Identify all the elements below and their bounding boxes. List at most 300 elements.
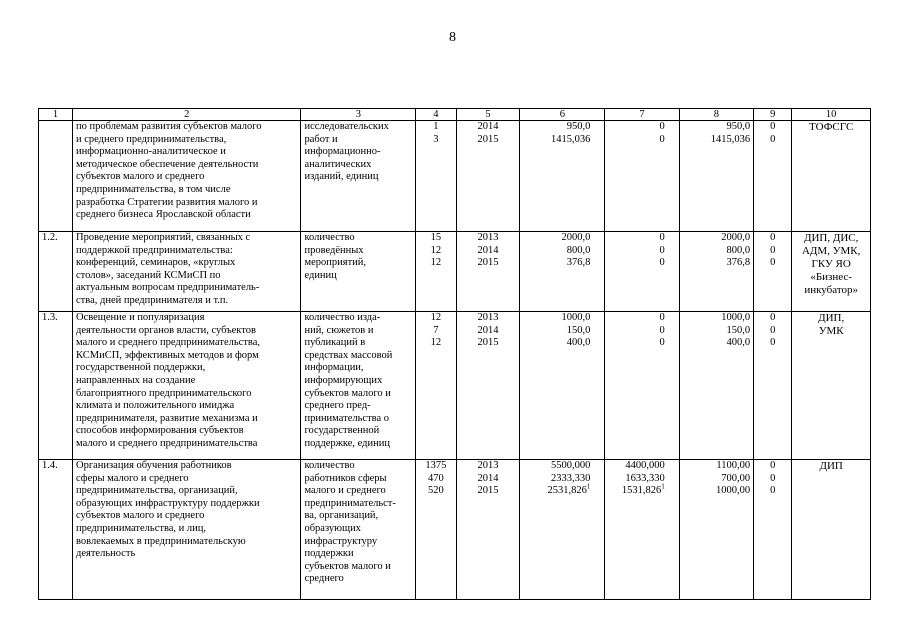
executor-line [795, 312, 867, 325]
measure-description-line [76, 460, 297, 473]
header-cell: 2 [73, 109, 301, 121]
cell-text: 150,0 [726, 324, 751, 336]
cell-text: 5500,000 [550, 460, 591, 471]
executor-line [795, 325, 867, 338]
cell-text: 4400,000 [625, 460, 665, 471]
cell-text: предпринимательства, в том числе [76, 183, 231, 195]
table-row [39, 460, 871, 600]
executor-line [795, 232, 867, 245]
cell-text: государственной поддержки, [76, 362, 206, 374]
cell-text: 800,0 [726, 244, 751, 256]
row-number-cell: 1.3. [39, 312, 73, 460]
cell-text: информационно- [304, 146, 381, 158]
cell-text: 15 [430, 232, 442, 243]
column-7-line [608, 245, 664, 258]
cell-text: УМК [818, 325, 844, 337]
header-cell: 7 [605, 109, 679, 121]
measure-description-line [76, 134, 297, 147]
cell-text: среднего бизнеса Ярославской области [76, 209, 251, 221]
year-line [460, 121, 517, 134]
indicator-cell [301, 312, 416, 460]
executor-cell [792, 312, 871, 460]
cell-text: 400,0 [726, 337, 751, 349]
cell-text: 950,0 [726, 121, 751, 132]
cell-text: 12 [430, 257, 442, 269]
cell-text: поддержке, единиц [304, 437, 390, 449]
footnote-marker: 1 [661, 482, 665, 491]
header-cell: 4 [416, 109, 456, 121]
header-cell: 3 [301, 109, 416, 121]
indicator-line [304, 523, 412, 536]
indicator-line [304, 159, 412, 172]
indicator-line [304, 400, 412, 413]
quantity-line [419, 312, 452, 325]
measure-description-line [76, 146, 297, 159]
measure-description-line [76, 197, 297, 210]
column-9-line [757, 245, 788, 258]
measure-description-line [76, 159, 297, 172]
cell-text: 1415,036 [710, 133, 751, 145]
executor-cell [792, 121, 871, 232]
cell-text: ва, организаций, [304, 510, 379, 522]
quantity-line [419, 337, 452, 350]
executor-cell [792, 232, 871, 312]
column-9-line [757, 485, 788, 498]
indicator-line [304, 337, 412, 350]
measure-description-line [76, 400, 297, 413]
column-8-line [683, 473, 750, 486]
indicator-line [304, 232, 412, 245]
cell-text: 1100,00 [716, 460, 751, 471]
total-funding-line [523, 473, 590, 486]
cell-text: количество [304, 460, 355, 471]
cell-text: ТОФСГС [809, 121, 854, 133]
indicator-line [304, 350, 412, 363]
total-funding-line [523, 482, 591, 498]
quantity-cell [416, 232, 456, 312]
column-8-line [683, 232, 750, 245]
table-row [39, 312, 871, 460]
executor-line [795, 245, 867, 258]
column-8-cell [679, 232, 753, 312]
quantity-line [419, 121, 452, 134]
indicator-line [304, 536, 412, 549]
year-line [460, 325, 517, 338]
measure-description-cell [73, 460, 301, 600]
year-line [460, 337, 517, 350]
cell-text: 1000,0 [561, 312, 591, 323]
total-funding-cell [520, 460, 605, 600]
cell-text: средствах массовой [304, 349, 393, 361]
measure-description-line [76, 121, 297, 134]
column-9-line [757, 257, 788, 270]
measure-description-line [76, 209, 297, 222]
cell-text: 0 [659, 133, 665, 145]
total-funding-line [523, 121, 590, 134]
column-9-line [757, 134, 788, 147]
cell-text: публикаций в [304, 337, 366, 349]
cell-text: разработка Стратегии развития малого и [76, 196, 258, 208]
quantity-line [419, 473, 452, 486]
column-8-line [683, 312, 750, 325]
cell-text: 2015 [477, 133, 499, 145]
cell-text: 0 [770, 472, 776, 484]
measure-description-line [76, 270, 297, 283]
cell-text: 2014 [477, 121, 499, 132]
measure-description-line [76, 510, 297, 523]
cell-text: 1000,0 [721, 312, 751, 323]
cell-text: 0 [659, 121, 665, 132]
cell-text: ДИП, [818, 312, 845, 324]
measure-description-cell [73, 232, 301, 312]
year-line [460, 134, 517, 147]
total-funding-cell [520, 312, 605, 460]
header-cell: 10 [792, 109, 871, 121]
cell-text: 376,8 [566, 257, 591, 269]
executor-line [795, 121, 867, 134]
year-line [460, 460, 517, 473]
indicator-cell [301, 121, 416, 232]
column-7-cell [605, 232, 679, 312]
table-row [39, 232, 871, 312]
cell-text: актуальным вопросам предприниматель- [76, 282, 260, 294]
cell-text: 12 [430, 244, 442, 256]
cell-text: 0 [770, 257, 776, 269]
total-funding-cell [520, 232, 605, 312]
cell-text: 2531,826 [547, 485, 587, 497]
quantity-line [419, 325, 452, 338]
quantity-line [419, 485, 452, 498]
cell-text: 0 [770, 232, 776, 243]
cell-text: 0 [770, 324, 776, 336]
indicator-line [304, 485, 412, 498]
column-8-cell [679, 460, 753, 600]
total-funding-line [523, 245, 590, 258]
measure-description-line [76, 325, 297, 338]
column-9-line [757, 337, 788, 350]
measure-description-line [76, 312, 297, 325]
header-cell: 6 [520, 109, 605, 121]
cell-text: 2014 [477, 244, 499, 256]
cell-text: 800,0 [566, 244, 591, 256]
indicator-line [304, 460, 412, 473]
cell-text: ний, сюжетов и [304, 324, 374, 336]
cell-text: 0 [770, 244, 776, 256]
cell-text: субъектов малого и среднего [76, 171, 205, 183]
measure-description-line [76, 536, 297, 549]
cell-text: 1 [433, 121, 439, 132]
column-7-line [608, 134, 664, 147]
cell-text: аналитических [304, 158, 372, 170]
year-line [460, 485, 517, 498]
cell-text: 2013 [477, 312, 499, 323]
measure-description-line [76, 257, 297, 270]
indicator-line [304, 362, 412, 375]
column-8-line [683, 325, 750, 338]
cell-text: Проведение мероприятий, связанных с [76, 232, 251, 243]
year-line [460, 473, 517, 486]
measure-description-line [76, 375, 297, 388]
cell-text: информации, [304, 362, 364, 374]
quantity-cell [416, 312, 456, 460]
column-8-cell [679, 312, 753, 460]
cell-text: 0 [659, 312, 665, 323]
table-header-row [39, 109, 871, 121]
indicator-line [304, 548, 412, 561]
cell-text: КСМиСП, эффективных методов и форм [76, 349, 259, 361]
cell-text: сферы малого и среднего [76, 472, 189, 484]
cell-text: проведённых [304, 244, 364, 256]
cell-text: инкубатор» [804, 284, 858, 296]
cell-text: вовлекаемых в предпринимательскую [76, 535, 246, 547]
total-funding-line [523, 312, 590, 325]
column-7-cell [605, 312, 679, 460]
measure-description-line [76, 438, 297, 451]
cell-text: 7 [433, 324, 439, 336]
cell-text: климата и положительного имиджа [76, 400, 235, 412]
indicator-cell [301, 232, 416, 312]
cell-text: 0 [770, 133, 776, 145]
cell-text: малого и среднего предпринимательства [76, 437, 258, 449]
quantity-line [419, 460, 452, 473]
measure-description-line [76, 232, 297, 245]
cell-text: 2015 [477, 337, 499, 349]
column-9-cell [754, 121, 792, 232]
cell-text: изданий, единиц [304, 171, 379, 183]
cell-text: среднего [304, 573, 344, 585]
cell-text: 1633,330 [625, 472, 665, 484]
total-funding-line [523, 232, 590, 245]
cell-text: 2333,330 [550, 472, 591, 484]
column-9-line [757, 325, 788, 338]
cell-text: деятельности органов власти, субъектов [76, 324, 256, 336]
column-7-line [608, 460, 664, 473]
cell-text: поддержкой предпринимательства: [76, 244, 233, 256]
quantity-line [419, 232, 452, 245]
executor-line [795, 271, 867, 284]
total-funding-cell [520, 121, 605, 232]
indicator-line [304, 146, 412, 159]
measure-description-line [76, 388, 297, 401]
total-funding-line [523, 460, 590, 473]
indicator-line [304, 171, 412, 184]
header-cell: 1 [39, 109, 73, 121]
column-8-line [683, 257, 750, 270]
cell-text: столов», заседаний КСМиСП по [76, 269, 221, 281]
indicator-line [304, 134, 412, 147]
measure-description-line [76, 350, 297, 363]
column-9-line [757, 473, 788, 486]
column-7-cell [605, 121, 679, 232]
cell-text: 2015 [477, 257, 499, 269]
column-9-line [757, 460, 788, 473]
quantity-line [419, 245, 452, 258]
indicator-line [304, 245, 412, 258]
indicator-line [304, 388, 412, 401]
measure-description-line [76, 413, 297, 426]
measure-description-line [76, 171, 297, 184]
cell-text: предпринимательства, организаций, [76, 485, 238, 497]
cell-text: и среднего предпринимательства, [76, 133, 227, 145]
cell-text: по проблемам развития субъектов малого [76, 121, 262, 132]
column-7-line [608, 325, 664, 338]
indicator-cell [301, 460, 416, 600]
row-number-cell [39, 121, 73, 232]
cell-text: 2014 [477, 324, 499, 336]
cell-text: количество [304, 232, 355, 243]
quantity-cell [416, 121, 456, 232]
cell-text: 520 [428, 485, 444, 497]
cell-text: 950,0 [566, 121, 591, 132]
cell-text: 2014 [477, 472, 499, 484]
cell-text: 150,0 [566, 324, 591, 336]
cell-text: мероприятий, [304, 257, 367, 269]
indicator-line [304, 473, 412, 486]
column-8-line [683, 121, 750, 134]
cell-text: малого и среднего [304, 485, 386, 497]
cell-text: исследовательских [304, 121, 389, 132]
measure-description-line [76, 498, 297, 511]
column-7-line [608, 473, 664, 486]
cell-text: конференций, семинаров, «круглых [76, 257, 236, 269]
cell-text: предпринимательст- [304, 497, 396, 509]
executor-line [795, 284, 867, 297]
cell-text: предпринимателя, развитие механизма и [76, 412, 258, 424]
executor-cell [792, 460, 871, 600]
cell-text: инфраструктуру [304, 535, 378, 547]
cell-text: 3 [433, 133, 439, 145]
cell-text: 12 [430, 312, 442, 323]
measure-description-line [76, 337, 297, 350]
year-cell [456, 121, 520, 232]
cell-text: ДИП, ДИС, [803, 232, 859, 244]
cell-text: 0 [659, 232, 665, 243]
column-8-line [683, 134, 750, 147]
cell-text: единиц [304, 269, 337, 281]
cell-text: количество изда- [304, 312, 381, 323]
cell-text: работ и [304, 133, 338, 145]
executor-line [795, 258, 867, 271]
cell-text: ства, дней предпринимателя и т.п. [76, 294, 229, 306]
cell-text: 1000,00 [715, 485, 751, 497]
column-7-cell [605, 460, 679, 600]
cell-text: 400,0 [566, 337, 591, 349]
year-line [460, 232, 517, 245]
cell-text: 1375 [425, 460, 447, 471]
cell-text: благоприятного предпринимательского [76, 387, 252, 399]
cell-text: деятельность [76, 548, 136, 560]
total-funding-line [523, 337, 590, 350]
header-cell: 9 [754, 109, 792, 121]
column-9-cell [754, 312, 792, 460]
indicator-line [304, 561, 412, 574]
column-9-line [757, 312, 788, 325]
total-funding-line [523, 257, 590, 270]
cell-text: 2000,0 [721, 232, 751, 243]
column-7-line [608, 121, 664, 134]
indicator-line [304, 121, 412, 134]
cell-text: работников сферы [304, 472, 387, 484]
column-7-line [608, 337, 664, 350]
header-cell: 8 [679, 109, 753, 121]
year-cell [456, 232, 520, 312]
measure-description-line [76, 473, 297, 486]
indicator-line [304, 312, 412, 325]
footnote-marker: 1 [586, 482, 591, 491]
column-7-line [608, 232, 664, 245]
measure-description-cell [73, 121, 301, 232]
year-line [460, 257, 517, 270]
cell-text: 1531,826 [621, 485, 662, 497]
cell-text: 0 [659, 257, 665, 269]
cell-text: 0 [659, 244, 665, 256]
measure-description-line [76, 245, 297, 258]
indicator-line [304, 498, 412, 511]
row-number-cell: 1.4. [39, 460, 73, 600]
indicator-line [304, 413, 412, 426]
indicator-line [304, 510, 412, 523]
cell-text: направленных на создание [76, 374, 196, 386]
indicator-line [304, 325, 412, 338]
cell-text: поддержки [304, 548, 354, 560]
cell-text: методическое обеспечение деятельности [76, 158, 259, 170]
indicator-line [304, 438, 412, 451]
column-7-line [608, 482, 665, 498]
cell-text: субъектов малого и среднего [76, 510, 205, 522]
column-8-line [683, 485, 750, 498]
cell-text: 0 [770, 312, 776, 323]
cell-text: 0 [659, 324, 665, 336]
total-funding-line [523, 134, 590, 147]
cell-text: ДИП [819, 460, 843, 472]
cell-text: 0 [659, 337, 665, 349]
cell-text: Освещение и популяризация [76, 312, 205, 323]
cell-text: малого и среднего предпринимательства, [76, 337, 261, 349]
cell-text: 2013 [477, 460, 499, 471]
cell-text: информационно-аналитическое и [76, 146, 226, 158]
column-7-line [608, 257, 664, 270]
cell-text: принимательства о [304, 412, 390, 424]
quantity-line [419, 134, 452, 147]
cell-text: 0 [770, 337, 776, 349]
cell-text: 12 [430, 337, 442, 349]
measure-description-line [76, 425, 297, 438]
cell-text: 0 [770, 485, 776, 497]
cell-text: государственной [304, 425, 380, 437]
column-8-line [683, 245, 750, 258]
year-cell [456, 460, 520, 600]
column-9-line [757, 232, 788, 245]
cell-text: 2000,0 [561, 232, 591, 243]
indicator-line [304, 257, 412, 270]
column-8-line [683, 460, 750, 473]
cell-text: 700,00 [721, 472, 751, 484]
indicator-line [304, 375, 412, 388]
cell-text: 0 [770, 121, 776, 132]
row-number-cell: 1.2. [39, 232, 73, 312]
cell-text: 0 [770, 460, 776, 471]
quantity-cell [416, 460, 456, 600]
cell-text: ГКУ ЯО [811, 258, 851, 270]
column-9-cell [754, 232, 792, 312]
measure-description-cell [73, 312, 301, 460]
header-cell: 5 [456, 109, 520, 121]
cell-text: образующих инфраструктуру поддержки [76, 497, 260, 509]
column-9-line [757, 121, 788, 134]
cell-text: субъектов малого и [304, 560, 391, 572]
executor-line [795, 460, 867, 473]
quantity-line [419, 257, 452, 270]
